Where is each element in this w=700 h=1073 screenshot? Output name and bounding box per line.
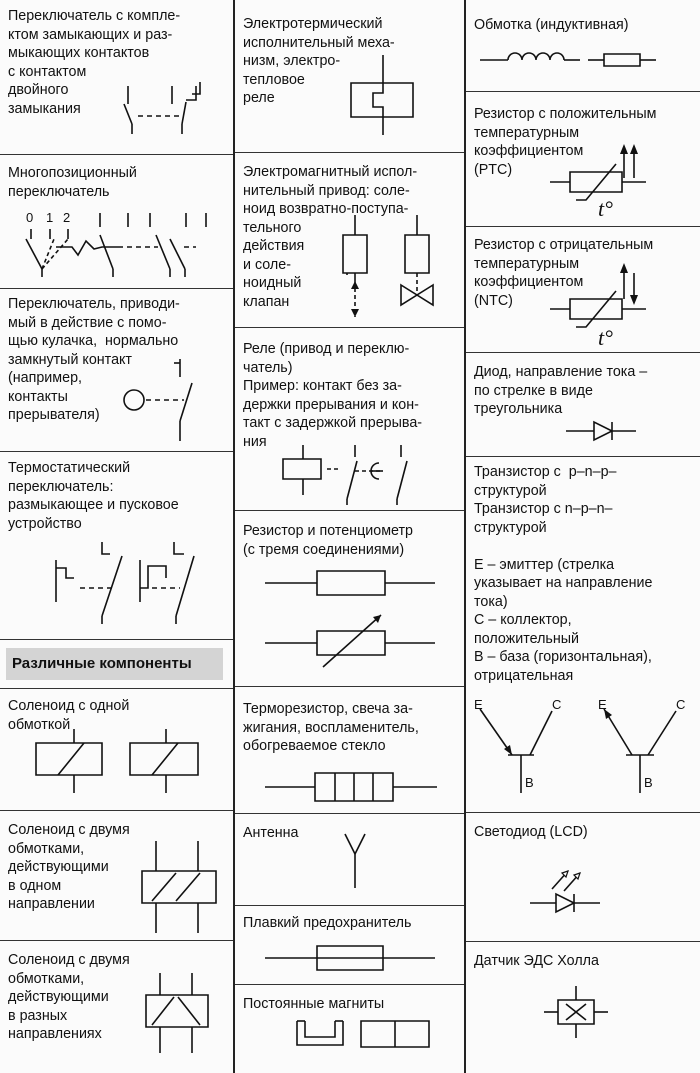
position-label-1: 1 xyxy=(46,210,54,225)
relay-symbol xyxy=(275,443,465,508)
cell-text: Светодиод (LCD) xyxy=(474,824,588,840)
electrothermal-actuator-symbol xyxy=(345,55,455,145)
cell-permanent-magnets xyxy=(235,985,464,1073)
section-heading: Различные компоненты xyxy=(6,648,223,680)
emitter-label: E xyxy=(474,697,483,712)
cell-text: Соленоид с двумя обмотками, действующими в одном направлении xyxy=(8,822,130,912)
thermistor-symbol xyxy=(265,771,445,811)
collector-label: C xyxy=(552,697,562,712)
temperature-symbol: t° xyxy=(598,196,613,221)
cell-text: Резистор и потенциометр (с тремя соединениями) xyxy=(243,523,413,558)
cell-double-throw-switch xyxy=(0,0,233,155)
cell-text: Многопозиционный переключатель xyxy=(8,165,137,200)
cell-text: Обмотка (индуктивная) xyxy=(474,17,629,33)
cell-solenoid-one-winding xyxy=(0,688,233,811)
base-label: B xyxy=(644,775,653,790)
antenna-symbol xyxy=(343,828,383,898)
cell-electrothermal-actuator xyxy=(235,0,464,153)
cell-text: Резистор с положительным температурным коэффициентом (PTC) xyxy=(474,106,657,178)
cell-resistor-potentiometer xyxy=(235,511,464,687)
cell-text: Переключатель, приводи- мый в действие с помо- щью кулачка, нормально замкнутый контакт (например, контакты прерывателя) xyxy=(8,296,180,423)
cell-text: Датчик ЭДС Холла xyxy=(474,953,599,969)
position-label-2: 2 xyxy=(63,210,71,225)
cell-text: Термостатический переключатель: размыкающее и пусковое устройство xyxy=(8,460,179,532)
cell-thermostatic-switch xyxy=(0,452,233,640)
cell-text: Электромагнитный испол- нительный привод: соле- ноид возвратно-поступа- тельного действия и соле- ноидный клапан xyxy=(243,164,418,310)
solenoid-one-winding-symbol xyxy=(28,729,228,809)
emitter-label: E xyxy=(598,697,607,712)
cell-cam-switch xyxy=(0,289,233,452)
multiposition-switch-symbol xyxy=(10,205,225,285)
column-2 xyxy=(233,0,464,1073)
cell-text: Антенна xyxy=(243,825,299,841)
ptc-resistor-symbol xyxy=(550,142,680,222)
solenoid-two-windings-opposite-symbol xyxy=(138,973,228,1073)
cell-text: Терморезистор, свеча за- жигания, воспламенитель, обогреваемое стекло xyxy=(243,701,419,754)
column-1 xyxy=(0,0,233,1073)
cell-multiposition-switch xyxy=(0,155,233,289)
cell-hall-sensor xyxy=(466,942,700,1073)
diode-symbol xyxy=(566,421,656,445)
transistor-symbols xyxy=(472,697,692,797)
base-label: B xyxy=(525,775,534,790)
cell-text: Резистор с отрицательным температурным коэффициентом (NTC) xyxy=(474,237,654,309)
cell-fuse xyxy=(235,906,464,985)
cell-text: Диод, направление тока – по стрелке в виде треугольника xyxy=(474,364,648,417)
cell-solenoid-two-windings-same xyxy=(0,811,233,941)
cell-text: Транзистор с p–n–p– структурой Транзистор с n–p–n– структурой E – эмиттер (стрелка указывает на направление тока) C – коллектор, положительный B – база (горизонтальная), отрицательная xyxy=(474,464,653,684)
cell-antenna xyxy=(235,814,464,906)
solenoid-two-windings-same-symbol xyxy=(138,841,228,941)
cell-relay xyxy=(235,328,464,511)
cell-led xyxy=(466,813,700,942)
ntc-resistor-symbol xyxy=(550,269,680,349)
cell-text: Реле (привод и переклю- чатель) Пример: контакт без за- держки прерывания и кон- такт с задержкой прерыва- ния xyxy=(243,341,423,450)
collector-label: C xyxy=(676,697,686,712)
cell-diode xyxy=(466,353,700,457)
permanent-magnets-symbol xyxy=(295,1019,445,1059)
double-make-switch-symbol xyxy=(120,80,220,140)
led-symbol xyxy=(530,857,640,927)
cell-ntc-resistor xyxy=(466,227,700,353)
solenoid-actuator-symbol xyxy=(339,215,459,327)
fuse-symbol xyxy=(265,944,445,978)
cell-inductor xyxy=(466,0,700,92)
cell-text: Постоянные магниты xyxy=(243,996,385,1012)
cell-thermistor xyxy=(235,687,464,814)
cell-text: Переключатель с компле- ктом замыкающих и раз- мыкающих контактов с контактом двойного замыкания xyxy=(8,8,181,117)
cell-text: Соленоид с двумя обмотками, действующими в разных направлениях xyxy=(8,952,130,1042)
inductor-symbol xyxy=(480,42,690,78)
hall-sensor-symbol xyxy=(544,982,634,1072)
cell-transistor xyxy=(466,457,700,813)
thermostatic-switch-symbol xyxy=(40,540,220,630)
cell-text: Электротермический исполнительный меха- низм, электро- тепловое реле xyxy=(243,16,395,106)
temperature-symbol: t° xyxy=(598,325,613,350)
cam-switch-symbol xyxy=(120,349,220,449)
cell-electromagnetic-actuator xyxy=(235,153,464,328)
cell-solenoid-two-windings-opposite xyxy=(0,941,233,1073)
column-3 xyxy=(464,0,700,1073)
cell-text: Соленоид с одной обмоткой xyxy=(8,698,130,733)
cell-ptc-resistor xyxy=(466,92,700,227)
position-label-0: 0 xyxy=(26,210,34,225)
resistor-potentiometer-symbol xyxy=(265,569,445,679)
cell-text: Плавкий предохранитель xyxy=(243,915,412,931)
